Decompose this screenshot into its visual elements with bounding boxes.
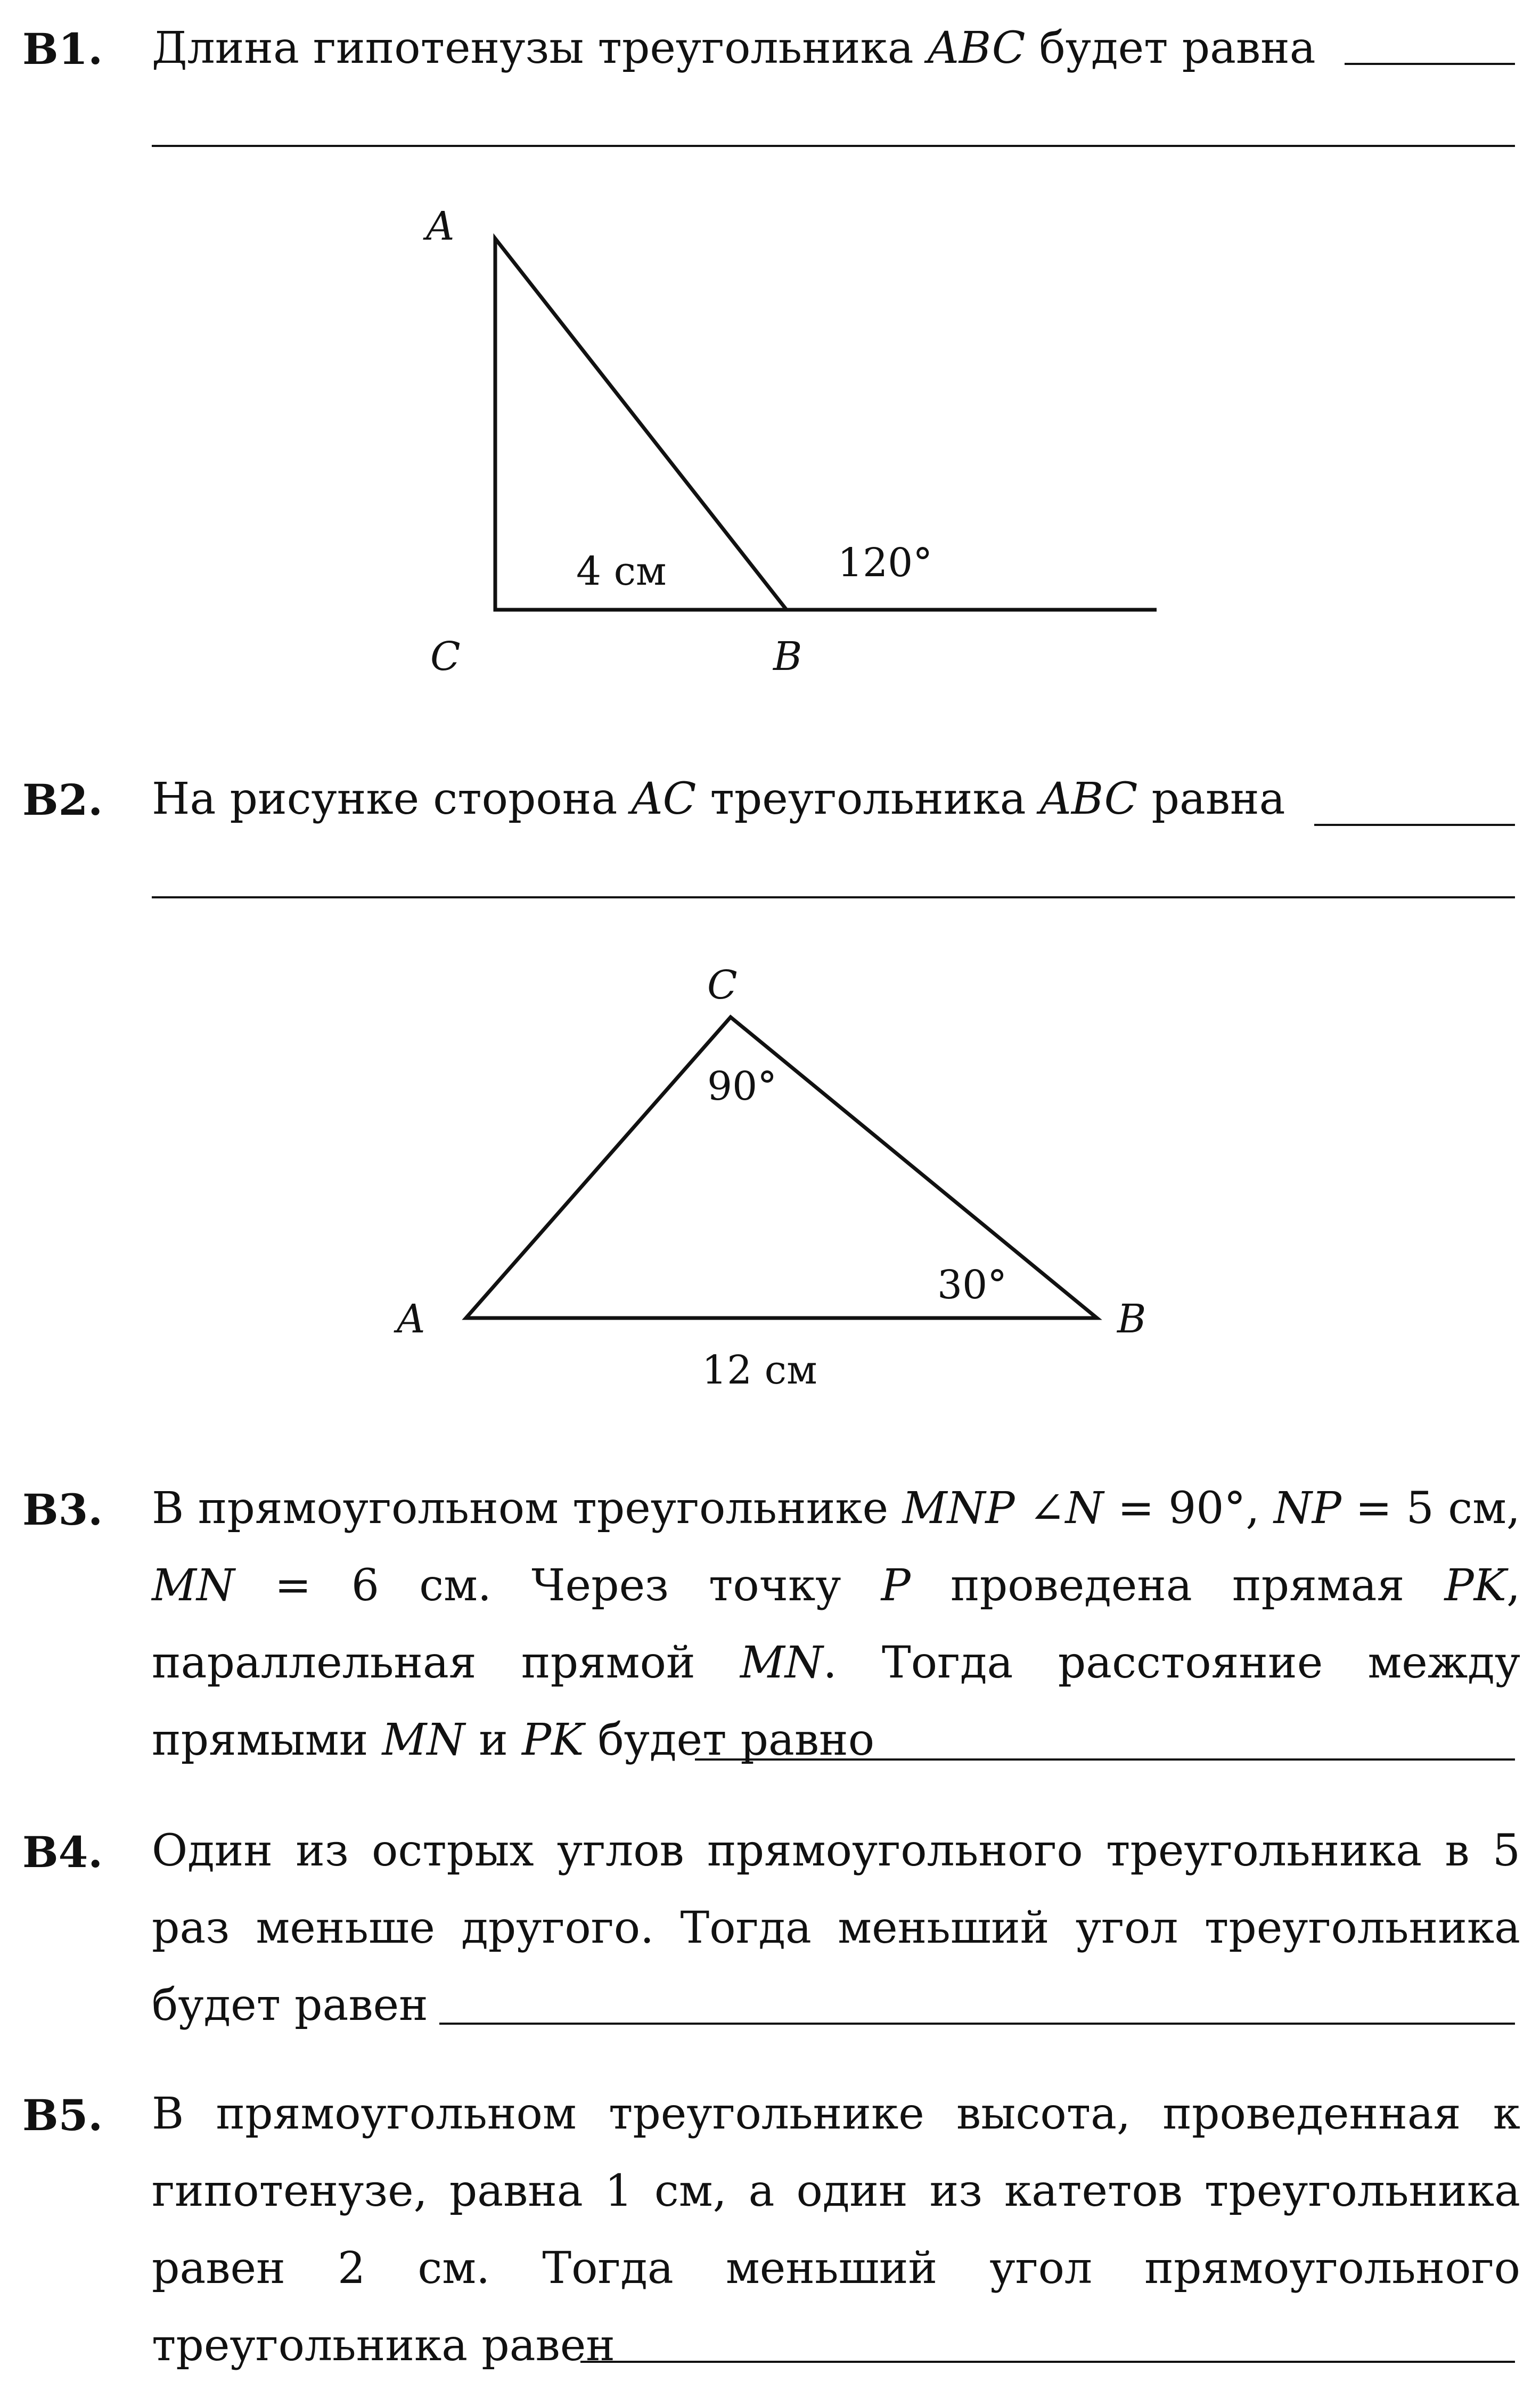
math-var: MNP ∠N [902,1483,1104,1534]
math-var: MN [382,1715,465,1765]
vertex-label-c: C [707,962,738,1008]
text-part: В прямоугольном треугольнике [152,1483,903,1534]
problem-number: B2. [22,775,103,825]
text-part: Длина гипотенузы треугольника [152,23,928,73]
text-part: = 5 см, [1341,1483,1520,1534]
text-part: будет равно [584,1715,875,1765]
triangle-name: ABC [1039,774,1138,824]
side-length-label: 12 см [702,1347,817,1393]
vertex-label-b: B [1117,1296,1146,1342]
math-var: P [881,1560,911,1611]
vertex-label-a: A [397,1296,425,1342]
text-part: треугольника [696,774,1040,824]
answer-line[interactable] [580,2361,1515,2363]
side-length-label: 4 см [576,549,667,594]
problem-number: B5. [22,2090,103,2140]
math-var: NP [1273,1483,1341,1534]
text-part: равна [1137,774,1285,824]
text-part: и [465,1715,522,1765]
text-part: , параллельная прямой [152,1560,1521,1688]
vertex-label-c: C [430,634,461,680]
text-part: = 90°, [1103,1483,1274,1534]
triangle-name: ABC [927,23,1026,73]
text-part: . Тогда расстояние между прямыми [152,1638,1521,1765]
angle-c-label: 90° [707,1063,777,1109]
angle-label: 120° [838,540,933,586]
problem-number: B3. [22,1485,103,1535]
math-var: MN [152,1560,235,1611]
problem-text: Один из острых углов прямоугольного треугольника в 5 раз меньше другого. Тогда меньший угол треугольника будет равен [152,1826,1520,2031]
text-part: будет равна [1025,23,1316,73]
vertex-label-a: A [426,203,455,249]
problem-text: В прямоугольном треугольнике высота, проведенная к гипотенузе, равна 1 см, а один из катетов треугольника равен 2 см. Тогда меньший угол прямоугольного треугольника равен [152,2089,1520,2371]
answer-line[interactable] [439,2023,1515,2025]
math-var: PK [521,1715,584,1765]
side-name: AC [631,774,697,824]
problem-text [152,1470,1520,1779]
math-var: PK [1444,1560,1506,1611]
problem-number: B4. [22,1827,103,1877]
text-part: На рисунке сторона [152,774,632,824]
text-part: = 6 см. Через точку [234,1560,881,1611]
vertex-label-b: B [773,634,802,680]
angle-b-label: 30° [937,1262,1007,1308]
math-var: MN [740,1638,823,1688]
problem-number: B1. [22,24,103,74]
text-part: проведена прямая [910,1560,1445,1611]
answer-line[interactable] [695,1758,1515,1761]
